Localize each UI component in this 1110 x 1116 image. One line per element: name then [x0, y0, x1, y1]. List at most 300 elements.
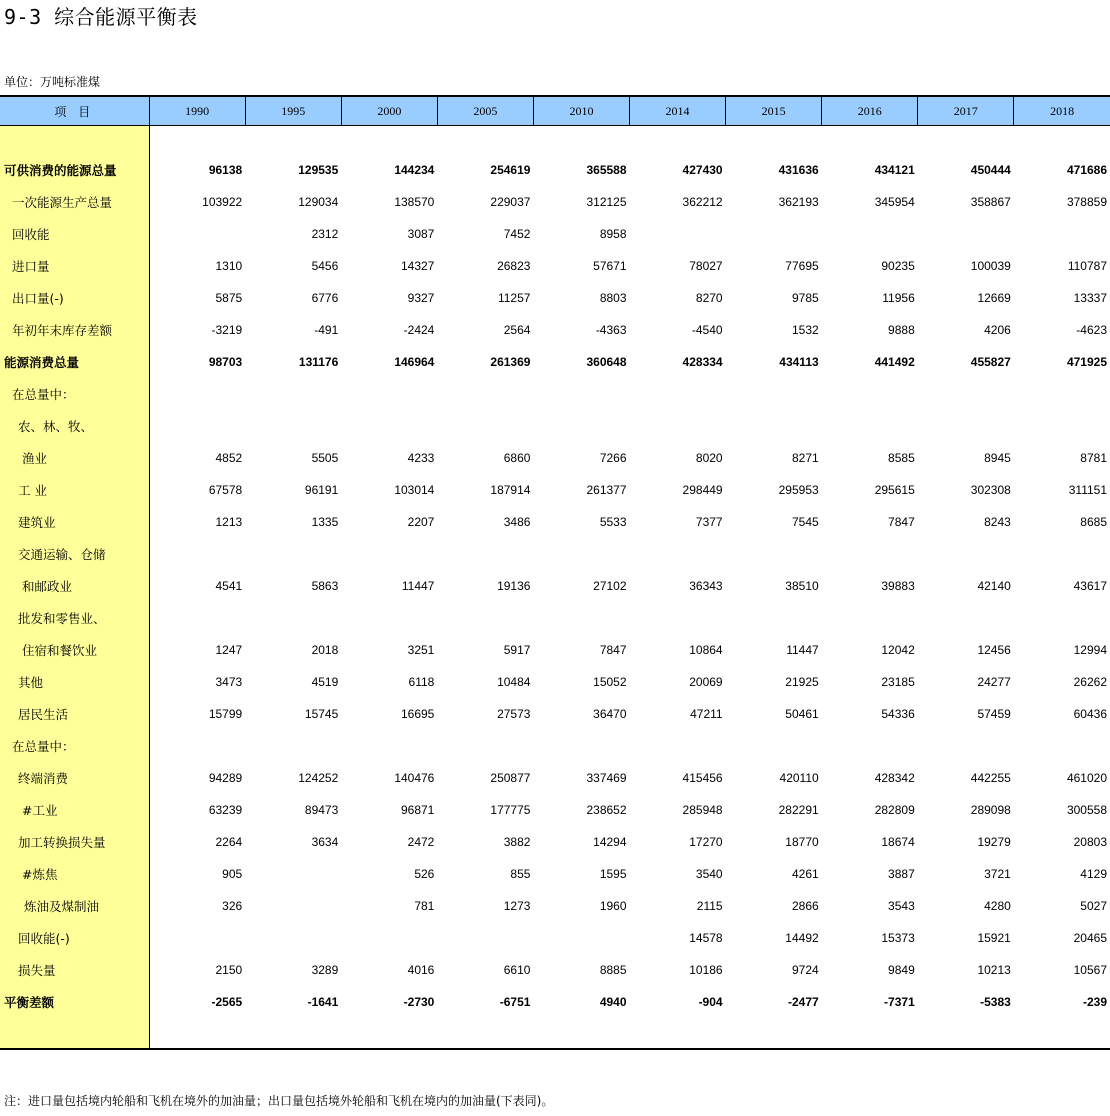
value-cell: 36470: [593, 707, 627, 721]
value-cell: 289098: [970, 803, 1011, 817]
value-cell: [726, 410, 822, 442]
value-cell: 3721: [984, 867, 1011, 881]
header-year: 2017: [918, 96, 1014, 126]
value-cell: [437, 602, 533, 634]
value-cell: 3543: [888, 899, 915, 913]
row-label: #工业: [0, 794, 149, 826]
row-label: 在总量中：: [0, 378, 149, 410]
value-cell: 9785: [791, 291, 819, 305]
value-cell: [245, 858, 341, 890]
value-cell: 38510: [785, 579, 819, 593]
value-cell: 420110: [779, 771, 819, 785]
row-label: #炼焦: [0, 858, 149, 890]
value-cell: 144234: [394, 163, 435, 177]
value-cell: 471925: [1066, 355, 1107, 369]
row-label: 交通运输、仓储: [0, 538, 149, 570]
header-item: 项 目: [0, 96, 149, 126]
row-label: 回收能(-): [0, 922, 149, 954]
value-cell: [437, 730, 533, 762]
value-cell: 8020: [695, 451, 723, 465]
value-cell: 9327: [407, 291, 435, 305]
value-cell: -4623: [1076, 323, 1107, 337]
value-cell: 23185: [881, 675, 915, 689]
value-cell: 5505: [311, 451, 339, 465]
value-cell: 7847: [888, 515, 915, 529]
table-row: [0, 922, 1110, 954]
value-cell: 4541: [215, 579, 243, 593]
value-cell: 8243: [984, 515, 1011, 529]
header-year: 2010: [533, 96, 629, 126]
value-cell: [630, 538, 726, 570]
value-cell: 177775: [490, 803, 531, 817]
row-label: 在总量中：: [0, 730, 149, 762]
value-cell: [630, 730, 726, 762]
value-cell: [437, 922, 533, 954]
value-cell: 3251: [407, 643, 435, 657]
value-cell: 2866: [791, 899, 819, 913]
table-row: [0, 410, 1110, 442]
row-label: 其他: [0, 666, 149, 698]
value-cell: 5875: [215, 291, 243, 305]
value-cell: [630, 602, 726, 634]
table-row: [0, 474, 1110, 506]
table-row: [0, 602, 1110, 634]
value-cell: [149, 922, 245, 954]
value-cell: 17270: [689, 835, 723, 849]
value-cell: 6776: [311, 291, 339, 305]
value-cell: 24277: [977, 675, 1011, 689]
table-row: [0, 314, 1110, 346]
value-cell: 6118: [408, 675, 435, 689]
value-cell: 300558: [1066, 803, 1107, 817]
value-cell: 11447: [786, 643, 819, 657]
value-cell: 27573: [497, 707, 531, 721]
table-row: [0, 250, 1110, 282]
value-cell: 427430: [682, 163, 723, 177]
table-row: [0, 858, 1110, 890]
value-cell: [149, 730, 245, 762]
value-cell: 19136: [497, 579, 531, 593]
value-cell: [1014, 378, 1110, 410]
value-cell: 131176: [298, 355, 339, 369]
value-cell: 1595: [599, 867, 627, 881]
value-cell: 13337: [1073, 291, 1107, 305]
value-cell: [630, 218, 726, 250]
page-title: 9-3 综合能源平衡表: [4, 5, 198, 29]
value-cell: 428342: [874, 771, 915, 785]
value-cell: 8958: [599, 227, 627, 241]
value-cell: 10567: [1073, 963, 1107, 977]
value-cell: 1310: [215, 259, 243, 273]
value-cell: 11447: [401, 579, 435, 593]
value-cell: [341, 410, 437, 442]
value-cell: 337469: [586, 771, 627, 785]
value-cell: 4129: [1080, 867, 1107, 881]
value-cell: [533, 730, 629, 762]
value-cell: 10864: [689, 643, 723, 657]
value-cell: 905: [222, 867, 243, 881]
value-cell: 311151: [1068, 483, 1107, 497]
value-cell: 7266: [599, 451, 627, 465]
value-cell: -904: [698, 995, 723, 1009]
value-cell: [918, 730, 1014, 762]
value-cell: 12456: [977, 643, 1011, 657]
value-cell: 103014: [394, 483, 435, 497]
value-cell: 12669: [977, 291, 1011, 305]
value-cell: [245, 922, 341, 954]
value-cell: 67578: [208, 483, 243, 497]
value-cell: 261369: [490, 355, 531, 369]
value-cell: 94289: [208, 771, 243, 785]
value-cell: 4519: [311, 675, 339, 689]
value-cell: [918, 410, 1014, 442]
value-cell: [437, 378, 533, 410]
value-cell: [437, 538, 533, 570]
value-cell: [918, 538, 1014, 570]
value-cell: [341, 538, 437, 570]
row-label: 住宿和餐饮业: [0, 634, 149, 666]
value-cell: 50461: [785, 707, 819, 721]
value-cell: 26823: [497, 259, 531, 273]
table-row: [0, 442, 1110, 474]
row-label: 炼油及煤制油: [0, 890, 149, 922]
value-cell: 4233: [407, 451, 435, 465]
row-label: 渔业: [0, 442, 149, 474]
header-year: 1990: [149, 96, 245, 126]
value-cell: 2115: [696, 899, 723, 913]
value-cell: 4206: [984, 323, 1011, 337]
value-cell: [1014, 602, 1110, 634]
value-cell: 254619: [490, 163, 531, 177]
value-cell: 461020: [1066, 771, 1107, 785]
value-cell: 1532: [791, 323, 819, 337]
value-cell: 434113: [779, 355, 819, 369]
value-cell: 282291: [778, 803, 819, 817]
value-cell: 4016: [407, 963, 435, 977]
value-cell: 285948: [682, 803, 723, 817]
header-year: 2005: [437, 96, 533, 126]
value-cell: [918, 218, 1014, 250]
value-cell: -4540: [691, 323, 723, 337]
value-cell: 10186: [689, 963, 723, 977]
value-cell: 20069: [689, 675, 723, 689]
value-cell: 855: [510, 867, 531, 881]
value-cell: [149, 378, 245, 410]
value-cell: [533, 602, 629, 634]
label-cell-empty: [0, 126, 149, 155]
value-cell: 10484: [497, 675, 531, 689]
value-cell: 8885: [599, 963, 627, 977]
table-row: [0, 698, 1110, 730]
value-cell: 57671: [593, 259, 627, 273]
row-label: 平衡差额: [0, 986, 149, 1018]
value-cell: [341, 602, 437, 634]
value-cell: 5917: [503, 643, 531, 657]
value-cell: -491: [314, 323, 339, 337]
value-cell: [341, 378, 437, 410]
value-cell: 47211: [690, 707, 723, 721]
value-cell: 16695: [400, 707, 435, 721]
value-cell: [245, 602, 341, 634]
value-cell: 8781: [1080, 451, 1107, 465]
value-cell: 1960: [599, 899, 627, 913]
unit-label: 单位：万吨标准煤: [4, 75, 101, 89]
value-cell: [245, 378, 341, 410]
empty-cell: [918, 1018, 1014, 1049]
value-cell: 8271: [791, 451, 819, 465]
value-cell: [245, 410, 341, 442]
value-cell: [630, 378, 726, 410]
value-cell: -2477: [787, 995, 819, 1009]
value-cell: 8685: [1080, 515, 1107, 529]
value-cell: [918, 378, 1014, 410]
value-cell: [533, 378, 629, 410]
value-cell: 434121: [874, 163, 915, 177]
value-cell: 20465: [1073, 931, 1107, 945]
value-cell: 54336: [881, 707, 915, 721]
value-cell: 96191: [304, 483, 339, 497]
row-label: 损失量: [0, 954, 149, 986]
value-cell: -4363: [595, 323, 627, 337]
value-cell: 428334: [682, 355, 723, 369]
value-cell: 3540: [695, 867, 723, 881]
value-cell: 526: [414, 867, 435, 881]
value-cell: 5863: [311, 579, 339, 593]
table-row: [0, 666, 1110, 698]
value-cell: 229037: [490, 195, 531, 209]
value-cell: 282809: [874, 803, 915, 817]
value-cell: 124252: [298, 771, 339, 785]
table-row: [0, 154, 1110, 186]
footnote: 注：进口量包括境内轮船和飞机在境外的加油量；出口量包括境外轮船和飞机在境内的加油量(下表同)。: [4, 1094, 554, 1108]
value-cell: 98703: [208, 355, 243, 369]
value-cell: 8803: [599, 291, 627, 305]
value-cell: 15373: [881, 931, 915, 945]
row-label: 终端消费: [0, 762, 149, 794]
value-cell: [341, 922, 437, 954]
header-year: 1995: [245, 96, 341, 126]
value-cell: 5027: [1080, 899, 1107, 913]
value-cell: -3219: [211, 323, 243, 337]
row-label: 进口量: [0, 250, 149, 282]
value-cell: 312125: [586, 195, 627, 209]
table-row: [0, 826, 1110, 858]
energy-balance-table-container: [0, 95, 1110, 1050]
empty-cell: [1014, 1018, 1110, 1049]
value-cell: 20803: [1073, 835, 1107, 849]
value-cell: [341, 730, 437, 762]
value-cell: 110787: [1067, 259, 1107, 273]
header-year: 2000: [341, 96, 437, 126]
value-cell: 15799: [208, 707, 243, 721]
label-cell-empty: [0, 1018, 149, 1049]
table-row: [0, 762, 1110, 794]
row-label: 批发和零售业、: [0, 602, 149, 634]
value-cell: 8270: [695, 291, 723, 305]
value-cell: 3634: [311, 835, 339, 849]
value-cell: 3882: [503, 835, 531, 849]
value-cell: 9724: [791, 963, 819, 977]
value-cell: 8945: [984, 451, 1011, 465]
row-label: 和邮政业: [0, 570, 149, 602]
value-cell: [533, 922, 629, 954]
value-cell: 26262: [1073, 675, 1107, 689]
value-cell: 6610: [503, 963, 531, 977]
value-cell: 2564: [503, 323, 531, 337]
value-cell: 42140: [977, 579, 1011, 593]
value-cell: 1335: [311, 515, 339, 529]
value-cell: 14327: [400, 259, 435, 273]
value-cell: 362212: [682, 195, 723, 209]
spacer-row: [0, 126, 1110, 155]
value-cell: 57459: [977, 707, 1011, 721]
row-label: 回收能: [0, 218, 149, 250]
value-cell: [149, 602, 245, 634]
value-cell: 36343: [689, 579, 723, 593]
table-row: [0, 346, 1110, 378]
header-year: 2018: [1014, 96, 1110, 126]
header-year: 2016: [822, 96, 918, 126]
value-cell: 146964: [394, 355, 435, 369]
value-cell: 3087: [407, 227, 435, 241]
value-cell: 140476: [394, 771, 435, 785]
value-cell: 3486: [503, 515, 531, 529]
value-cell: 10213: [977, 963, 1011, 977]
table-row: [0, 634, 1110, 666]
value-cell: -2424: [403, 323, 435, 337]
value-cell: 11956: [882, 291, 915, 305]
value-cell: 6860: [503, 451, 531, 465]
value-cell: 2150: [215, 963, 243, 977]
value-cell: -7371: [884, 995, 915, 1009]
value-cell: 60436: [1073, 707, 1107, 721]
table-row: [0, 282, 1110, 314]
value-cell: [822, 538, 918, 570]
value-cell: 2207: [407, 515, 435, 529]
value-cell: -2730: [403, 995, 435, 1009]
value-cell: 1273: [503, 899, 531, 913]
value-cell: 295615: [874, 483, 915, 497]
table-row: [0, 186, 1110, 218]
value-cell: 8585: [888, 451, 915, 465]
value-cell: 7452: [503, 227, 531, 241]
table-row: [0, 378, 1110, 410]
value-cell: -6751: [499, 995, 531, 1009]
value-cell: 4940: [599, 995, 627, 1009]
row-label: 一次能源生产总量: [0, 186, 149, 218]
value-cell: [822, 602, 918, 634]
value-cell: 4280: [984, 899, 1011, 913]
value-cell: 5456: [311, 259, 339, 273]
table-row: [0, 794, 1110, 826]
empty-cell: [341, 1018, 437, 1049]
value-cell: 96138: [208, 163, 243, 177]
value-cell: [245, 538, 341, 570]
table-row: [0, 538, 1110, 570]
value-cell: [822, 410, 918, 442]
header-year: 2015: [726, 96, 822, 126]
value-cell: 358867: [970, 195, 1011, 209]
value-cell: 295953: [778, 483, 819, 497]
value-cell: 326: [222, 899, 243, 913]
value-cell: -2565: [211, 995, 243, 1009]
value-cell: 2312: [311, 227, 339, 241]
value-cell: 4261: [791, 867, 819, 881]
value-cell: 781: [414, 899, 435, 913]
value-cell: 19279: [977, 835, 1011, 849]
value-cell: 3289: [311, 963, 339, 977]
value-cell: [726, 218, 822, 250]
empty-cell: [245, 1018, 341, 1049]
value-cell: [149, 410, 245, 442]
value-cell: [437, 410, 533, 442]
row-label: 居民生活: [0, 698, 149, 730]
value-cell: 378859: [1066, 195, 1107, 209]
value-cell: [918, 602, 1014, 634]
value-cell: 261377: [586, 483, 627, 497]
value-cell: 7377: [695, 515, 723, 529]
value-cell: 7847: [599, 643, 627, 657]
value-cell: 442255: [970, 771, 1011, 785]
value-cell: 3473: [215, 675, 243, 689]
value-cell: 5533: [599, 515, 627, 529]
value-cell: [245, 890, 341, 922]
value-cell: 138570: [394, 195, 435, 209]
value-cell: 129034: [298, 195, 339, 209]
value-cell: 78027: [689, 259, 723, 273]
value-cell: 455827: [970, 355, 1011, 369]
value-cell: 21925: [785, 675, 819, 689]
value-cell: 3887: [888, 867, 915, 881]
table-body: [0, 126, 1110, 1050]
value-cell: [726, 602, 822, 634]
value-cell: [630, 410, 726, 442]
empty-cell: [726, 1018, 822, 1049]
value-cell: -5383: [980, 995, 1011, 1009]
value-cell: [533, 538, 629, 570]
value-cell: 11257: [497, 291, 531, 305]
value-cell: 18674: [881, 835, 915, 849]
value-cell: 1247: [215, 643, 243, 657]
row-label: 加工转换损失量: [0, 826, 149, 858]
value-cell: 4852: [215, 451, 243, 465]
row-label: 出口量(-): [0, 282, 149, 314]
value-cell: 15921: [977, 931, 1011, 945]
value-cell: 39883: [881, 579, 915, 593]
value-cell: [822, 218, 918, 250]
value-cell: 18770: [785, 835, 819, 849]
value-cell: 415456: [682, 771, 723, 785]
row-label: 建筑业: [0, 506, 149, 538]
empty-cell: [533, 1018, 629, 1049]
row-label: 农、林、牧、: [0, 410, 149, 442]
value-cell: 238652: [586, 803, 627, 817]
value-cell: [1014, 218, 1110, 250]
value-cell: 1213: [215, 515, 243, 529]
value-cell: [726, 730, 822, 762]
empty-cell: [630, 1018, 726, 1049]
row-label: 年初年末库存差额: [0, 314, 149, 346]
value-cell: 15745: [304, 707, 339, 721]
table-row: [0, 730, 1110, 762]
value-cell: 450444: [970, 163, 1011, 177]
value-cell: [245, 730, 341, 762]
value-cell: 12994: [1073, 643, 1107, 657]
value-cell: 302308: [970, 483, 1011, 497]
value-cell: 12042: [881, 643, 915, 657]
value-cell: [1014, 538, 1110, 570]
value-cell: [822, 730, 918, 762]
